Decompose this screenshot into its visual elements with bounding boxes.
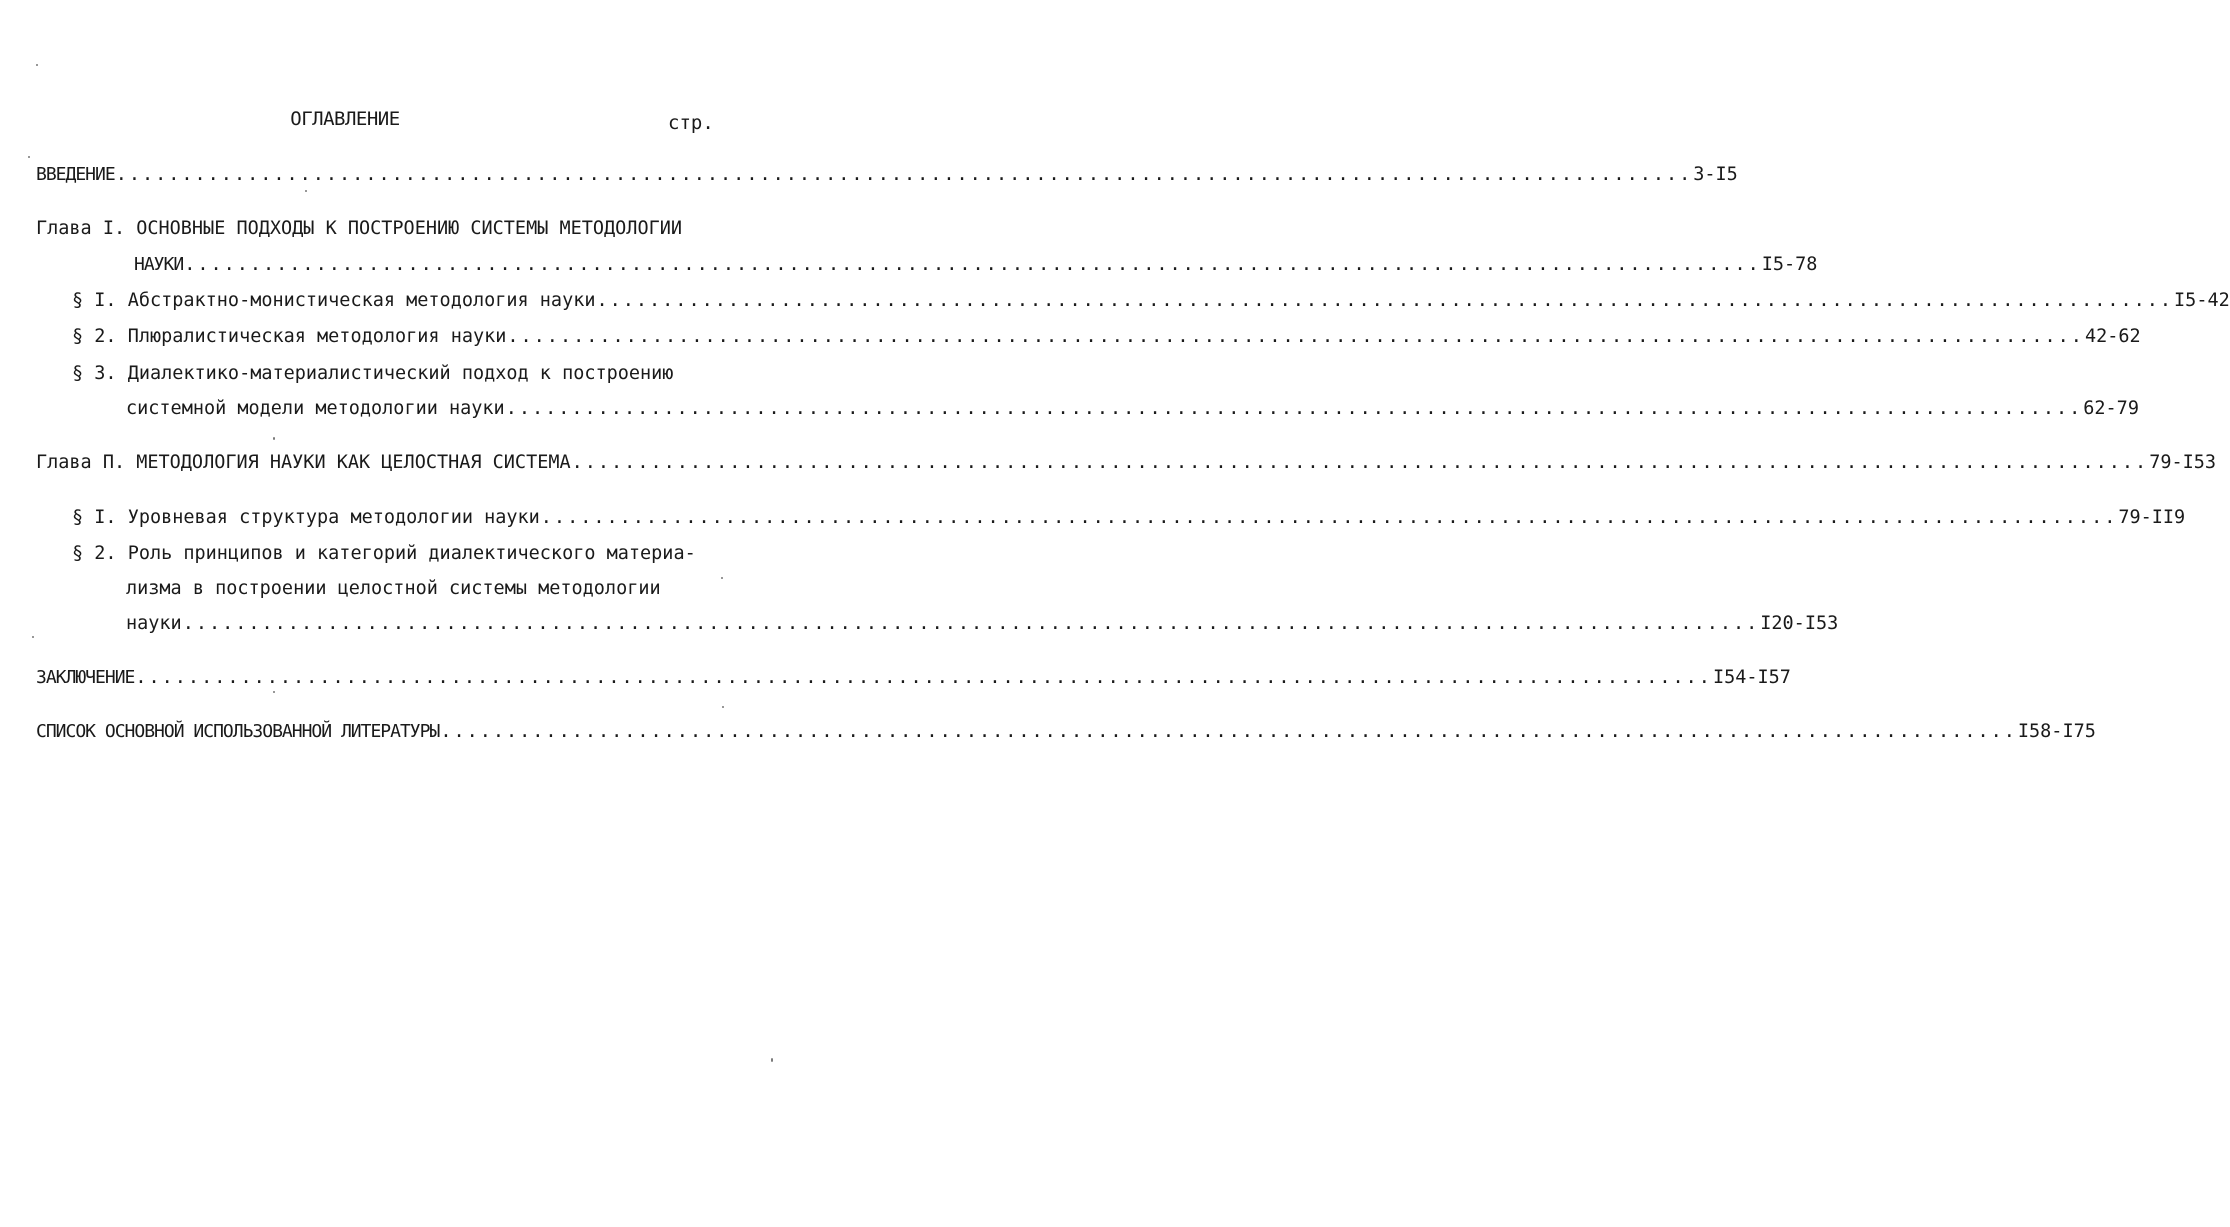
- leader-dots: ........................................................................................................................: [596, 290, 2174, 311]
- toc-entry-text: науки: [126, 613, 182, 634]
- toc-page-range: I58-I75: [2017, 721, 2096, 742]
- leader-dots: ........................................................................................................................: [505, 398, 2083, 419]
- toc-entry-ch1-s2: [72, 325, 2141, 349]
- toc-entry-text: § I. Абстрактно-монистическая методология науки: [72, 290, 596, 311]
- toc-entry-text: СПИСОК ОСНОВНОЙ ИСПОЛЬЗОВАННОЙ ЛИТЕРАТУРЫ: [36, 721, 440, 742]
- scan-speck: [28, 156, 30, 158]
- scan-speck: [36, 64, 38, 66]
- page-column-label: стр.: [668, 112, 714, 134]
- toc-entry-ch2-s1: [72, 506, 2186, 530]
- toc-entry-ch2-s2: [126, 612, 1839, 636]
- toc-entry-conclusion: [36, 666, 1791, 690]
- leader-dots: ........................................................................................................................: [540, 507, 2118, 528]
- toc-entry-text: § I. Уровневая структура методологии науки: [72, 507, 540, 528]
- leader-dots: ........................................................................................................................: [182, 613, 1760, 634]
- leader-dots: ........................................................................................................................: [135, 667, 1712, 688]
- leader-dots: ........................................................................................................................: [184, 254, 1761, 275]
- toc-entry-text: ВВЕДЕНИЕ: [36, 164, 115, 185]
- scan-speck: [273, 691, 275, 693]
- toc-entry-ch1-s3: [126, 397, 2139, 421]
- toc-entry-intro: [36, 163, 1738, 187]
- toc-entry-text: системной модели методологии науки: [126, 398, 505, 419]
- scan-speck: [305, 190, 307, 192]
- toc-page-range: I54-I57: [1712, 667, 1791, 688]
- toc-ch2-s2-heading: § 2. Роль принципов и категорий диалектического материа-: [72, 543, 696, 564]
- scan-speck: [32, 636, 34, 638]
- toc-chapter1-heading: Глава I. ОСНОВНЫЕ ПОДХОДЫ К ПОСТРОЕНИЮ СИСТЕМЫ МЕТОДОЛОГИИ: [36, 218, 683, 239]
- toc-page-range: 42-62: [2084, 326, 2141, 347]
- toc-entry-bibliography: [36, 720, 2096, 744]
- toc-page-range: 79-I53: [2149, 452, 2217, 473]
- leader-dots: ........................................................................................................................: [115, 164, 1693, 185]
- toc-entry-text: § 2. Плюралистическая методология науки: [72, 326, 507, 347]
- toc-page-range: 3-I5: [1693, 164, 1738, 185]
- toc-page-range: I5-78: [1761, 254, 1818, 275]
- toc-page-range: I5-42: [2174, 290, 2230, 311]
- toc-page-range: 62-79: [2083, 398, 2139, 419]
- scan-speck: [273, 437, 275, 440]
- leader-dots: ........................................................................................................................: [440, 721, 2017, 742]
- toc-page-range: I20-I53: [1760, 613, 1839, 634]
- toc-entry-text: НАУКИ: [134, 254, 184, 275]
- toc-ch2-s2-continuation: лизма в построении целостной системы методологии: [126, 578, 661, 599]
- scan-speck: [721, 577, 723, 579]
- toc-entry-text: ЗАКЛЮЧЕНИЕ: [36, 667, 135, 688]
- toc-entry-chapter1: [134, 253, 1818, 277]
- toc-ch1-s3-heading: § 3. Диалектико-материалистический подход к построению: [72, 363, 674, 384]
- toc-page-range: 79-II9: [2118, 507, 2186, 528]
- toc-entry-ch1-s1: [72, 289, 2230, 313]
- leader-dots: ........................................................................................................................: [507, 326, 2084, 347]
- page-title: ОГЛАВЛЕНИЕ: [290, 108, 400, 130]
- scan-speck: [722, 706, 724, 708]
- toc-entry-text: Глава П. МЕТОДОЛОГИЯ НАУКИ КАК ЦЕЛОСТНАЯ СИСТЕМА: [36, 452, 571, 473]
- toc-entry-chapter2: [36, 451, 2217, 475]
- scan-speck: [771, 1058, 773, 1062]
- leader-dots: ........................................................................................................................: [571, 452, 2149, 473]
